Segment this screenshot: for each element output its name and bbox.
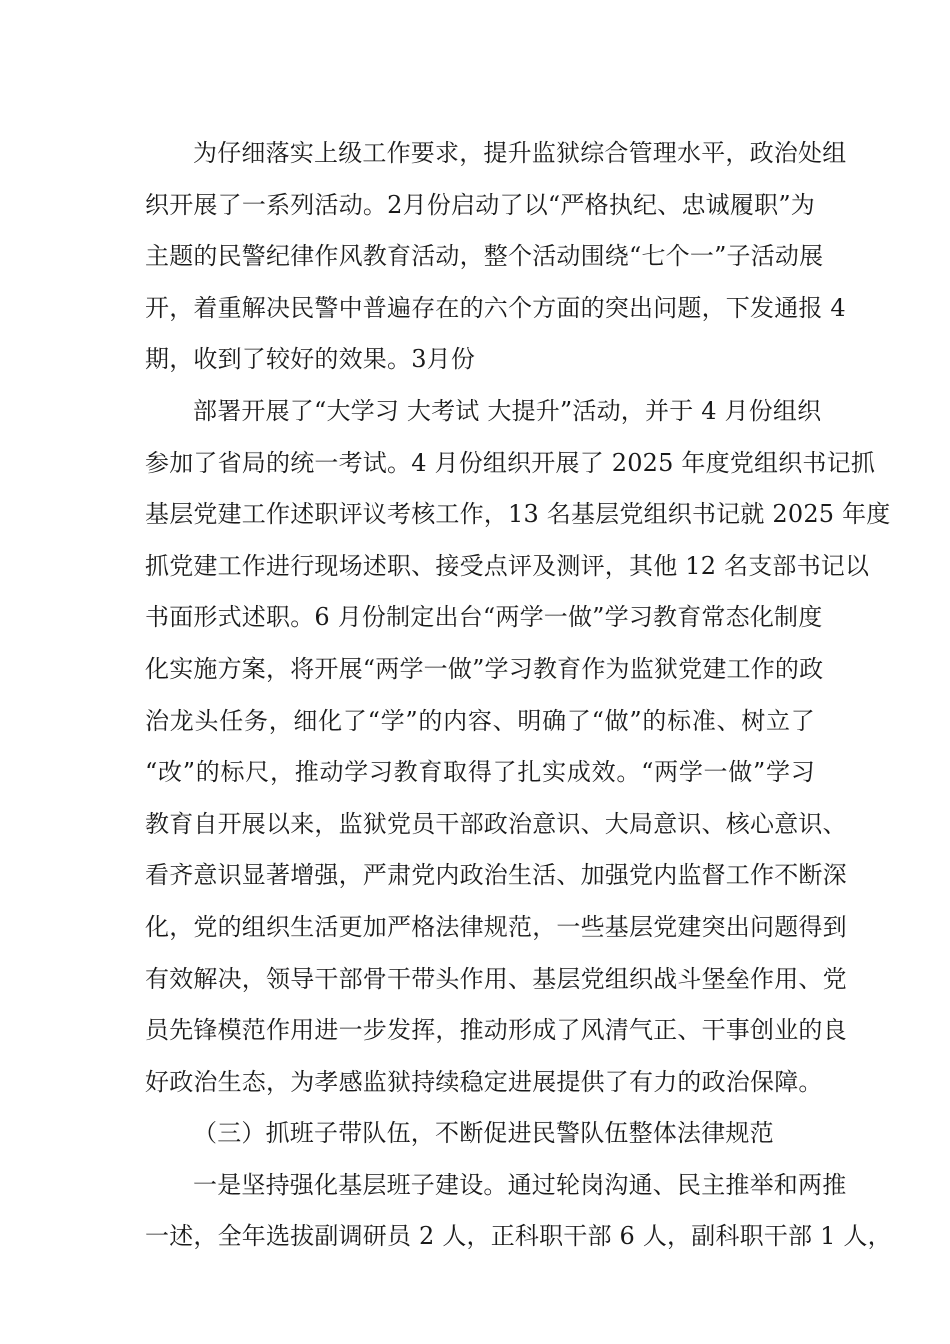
paragraph-line: 化实施方案，将开展“两学一做”学习教育作为监狱党建工作的政 [145,654,824,683]
paragraph-line: 抓党建工作进行现场述职、接受点评及测评，其他 12 名支部书记以 [145,551,870,580]
paragraph-line: 期，收到了较好的效果。3月份 [145,345,476,374]
paragraph-line: 看齐意识显著增强，严肃党内政治生活、加强党内监督工作不断深 [145,861,847,890]
paragraph-line: 主题的民警纪律作风教育活动，整个活动围绕“七个一”子活动展 [145,242,824,271]
paragraph-line: 织开展了一系列活动。2月份启动了以“严格执纪、忠诚履职”为 [145,190,815,219]
paragraph-line: “改”的标尺，推动学习教育取得了扎实成效。“两学一做”学习 [145,758,815,787]
section-heading: （三）抓班子带队伍，不断促进民警队伍整体法律规范 [193,1119,774,1148]
paragraph-line: 化，党的组织生活更加严格法律规范，一些基层党建突出问题得到 [145,912,847,941]
paragraph-line: 为仔细落实上级工作要求，提升监狱综合管理水平，政治处组 [193,139,847,167]
paragraph-line: 书面形式述职。6 月份制定出台“两学一做”学习教育常态化制度 [145,603,823,632]
paragraph-line: 基层党建工作述职评议考核工作，13 名基层党组织书记就 2025 年度 [145,500,891,529]
paragraph-line: 员先锋模范作用进一步发挥，推动形成了风清气正、干事创业的良 [145,1016,847,1045]
body-text [145,128,892,1263]
paragraph-line: 教育自开展以来，监狱党员干部政治意识、大局意识、核心意识、 [145,809,847,838]
paragraph-line: 治龙头任务，细化了“学”的内容、明确了“做”的标准、树立了 [145,706,815,735]
paragraph-line: 开，着重解决民警中普遍存在的六个方面的突出问题，下发通报 4 [145,293,846,322]
paragraph-line: 参加了省局的统一考试。4 月份组织开展了 2025 年度党组织书记抓 [145,448,876,477]
paragraph-line: 好政治生态，为孝感监狱持续稳定进展提供了有力的政治保障。 [145,1067,823,1096]
paragraph-line: 有效解决，领导干部骨干带头作用、基层党组织战斗堡垒作用、党 [145,964,847,993]
paragraph-line: 一述，全年选拔副调研员 2 人，正科职干部 6 人，副科职干部 1 人， [145,1222,892,1251]
paragraph-line: 一是坚持强化基层班子建设。通过轮岗沟通、民主推举和两推 [193,1170,847,1199]
paragraph-line: 部署开展了“大学习 大考试 大提升”活动，并于 4 月份组织 [193,396,822,425]
